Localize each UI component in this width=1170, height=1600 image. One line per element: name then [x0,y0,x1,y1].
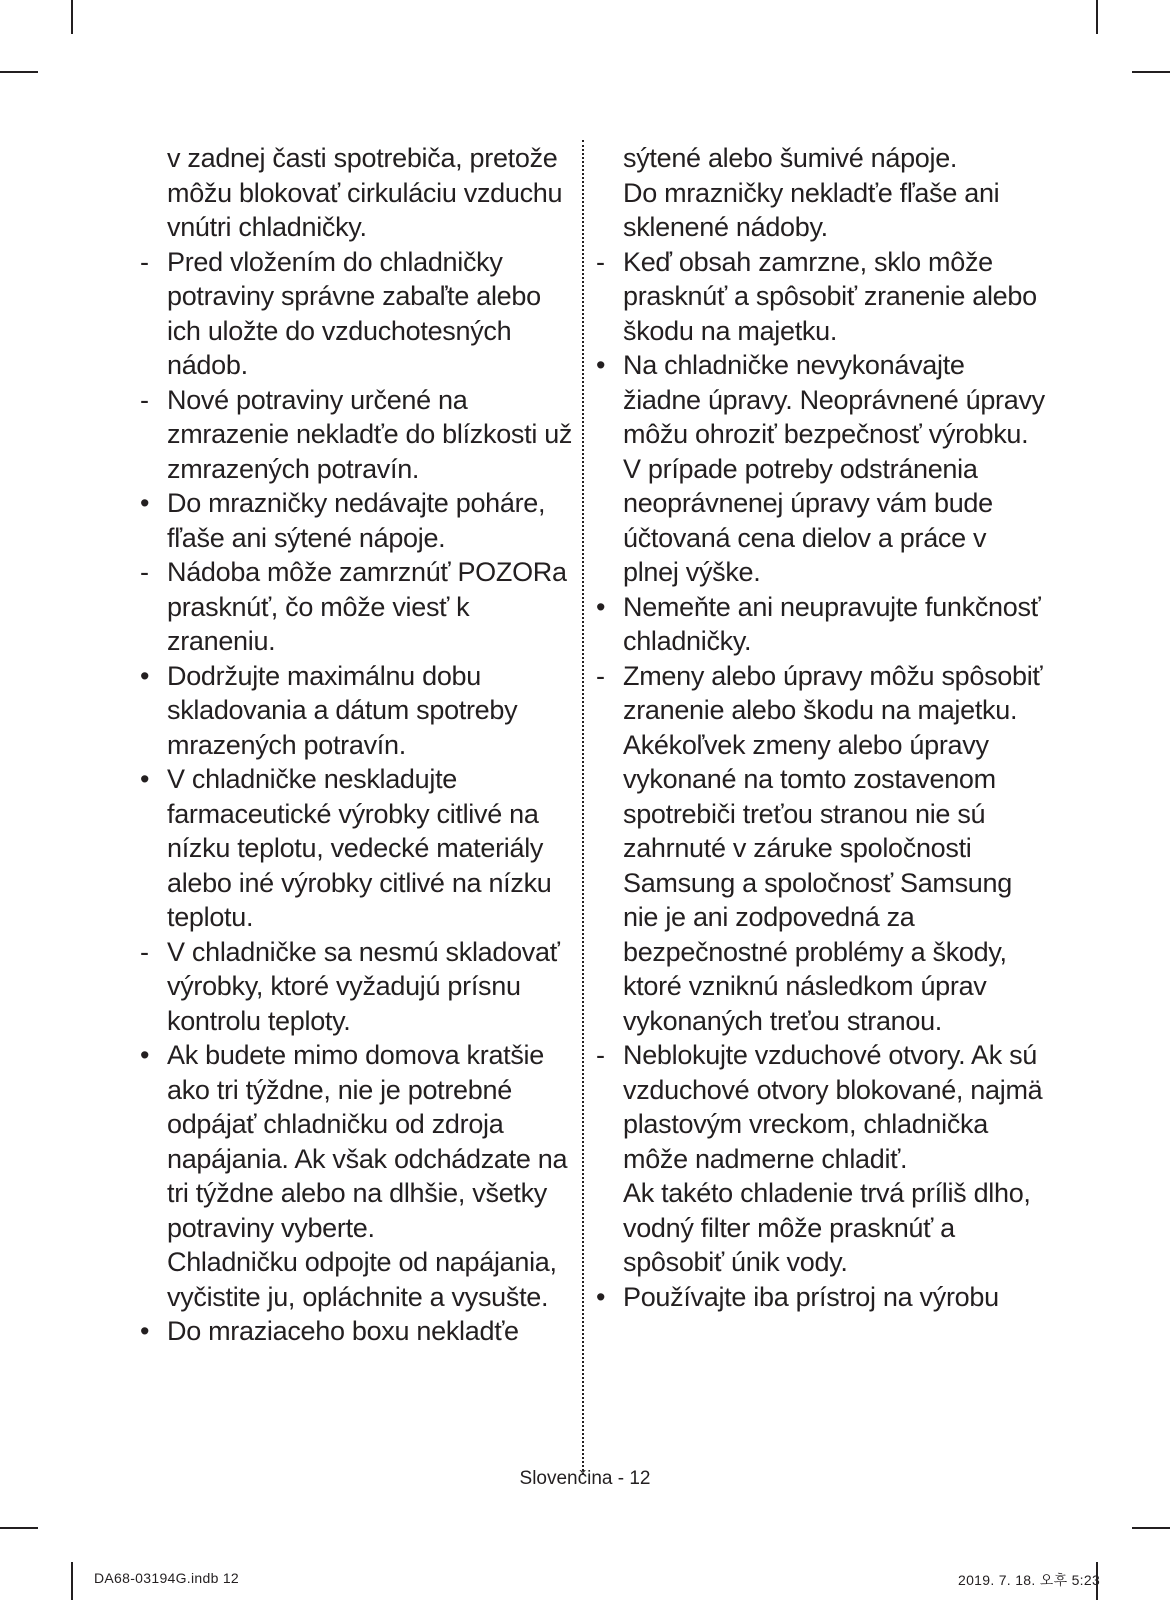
crop-mark [0,71,38,73]
bullet-marker: • [140,1316,150,1346]
item-text: V chladničke neskladujte farmaceutické výrobky citlivé na nízku teplotu, vedecké materiály alebo iné výrobky citlivé na nízku teplotu. [167,764,552,932]
bullet-item [140,1038,580,1245]
bullet-marker: • [140,660,150,691]
page-number: Slovenčina - 12 [519,1468,651,1489]
item-text: Nádoba môže zamrznúť POZORa prasknúť, čo môže viesť k zraneniu. [167,557,567,656]
paragraph [140,141,580,245]
bullet-item [140,762,580,935]
item-text: Ak budete mimo domova kratšie ako tri týždne, nie je potrebné odpájať chladničku od zdroja napájania. Ak však odchádzate na tri týždne alebo na dlhšie, všetky potraviny vyberte. [167,1040,568,1243]
bullet-item [596,348,1046,590]
dash-marker: - [596,246,605,277]
print-slug-datetime: 2019. 7. 18. 오후 5:23 [958,1572,1101,1588]
paragraph [140,1245,580,1314]
paragraph [596,141,1046,176]
item-text: Pred vložením do chladničky potraviny správne zabaľte alebo ich uložte do vzduchotesných nádob. [167,246,541,380]
dash-item [596,659,1046,728]
dash-item [140,383,580,487]
right-column [596,141,1046,1314]
dash-marker: - [140,246,149,277]
paragraph [596,1176,1046,1280]
item-text: Chladničku odpojte od napájania, vyčistite ju, opláchnite a vysušte. [167,1247,557,1312]
crop-mark [71,1562,73,1600]
item-text: Nemeňte ani neupravujte funkčnosť chladničky. [623,591,1041,656]
bullet-marker: • [596,591,606,622]
dash-marker: - [140,557,149,587]
bullet-marker: • [140,764,150,794]
dash-item [596,1038,1046,1176]
item-text: Do mrazničky nekladťe fľaše ani sklenené nádoby. [623,177,1000,242]
dash-item [140,555,580,659]
item-text: sýtené alebo šumivé nápoje. [623,143,958,173]
crop-mark [71,0,73,34]
item-text: Neblokujte vzduchové otvory. Ak sú vzduchové otvory blokované, najmä plastovým vreckom, chladnička môže nadmerne chladiť. [623,1040,1043,1174]
item-text: Zmeny alebo úpravy môžu spôsobiť zranenie alebo škodu na majetku. [623,660,1043,725]
bullet-marker: • [596,350,606,380]
bullet-item [140,659,580,763]
paragraph [596,728,1046,1039]
dash-item [596,245,1046,349]
paragraph [596,176,1046,245]
item-text: v zadnej časti spotrebiča, pretože môžu blokovať cirkuláciu vzduchu vnútri chladničky. [167,143,563,242]
crop-mark [1132,71,1170,73]
bullet-marker: • [140,1040,150,1070]
dash-item [140,935,580,1039]
item-text: Keď obsah zamrzne, sklo môže prasknúť a spôsobiť zranenie alebo škodu na majetku. [623,246,1037,346]
dash-marker: - [596,660,605,691]
column-divider [582,140,584,1475]
item-text: Do mrazničky nedávajte poháre, fľaše ani sýtené nápoje. [167,488,546,553]
crop-mark [0,1527,38,1529]
item-text: Dodržujte maximálnu dobu skladovania a dátum spotreby mrazených potravín. [167,660,518,760]
dash-item [140,245,580,383]
bullet-item [140,1314,580,1349]
crop-mark [1096,0,1098,34]
item-text: Na chladničke nevykonávajte žiadne úpravy. Neoprávnené úpravy môžu ohroziť bezpečnosť výrobku. V prípade potreby odstránenia neoprávnenej úpravy vám bude účtovaná cena dielov a práce v plnej výške. [623,350,1045,587]
item-text: V chladničke sa nesmú skladovať výrobky, ktoré vyžadujú prísnu kontrolu teploty. [167,936,560,1036]
item-text: Do mraziaceho boxu nekladťe [167,1316,519,1346]
bullet-item [596,590,1046,659]
item-text: Používajte iba prístroj na výrobu [623,1281,999,1312]
print-slug-file: DA68-03194G.indb 12 [94,1570,240,1586]
item-text: Ak takéto chladenie trvá príliš dlho, vodný filter môže prasknúť a spôsobiť únik vody. [623,1178,1031,1277]
dash-marker: - [140,384,149,415]
bullet-marker: • [596,1281,606,1312]
bullet-marker: • [140,488,150,518]
crop-mark [1132,1527,1170,1529]
bullet-item [140,486,580,555]
dash-marker: - [596,1040,605,1070]
dash-marker: - [140,936,149,967]
left-column [140,141,580,1349]
item-text: Nové potraviny určené na zmrazenie nekladťe do blízkosti už zmrazených potravín. [167,384,573,484]
item-text: Akékoľvek zmeny alebo úpravy vykonané na tomto zostavenom spotrebiči treťou stranou nie sú zahrnuté v záruke spoločnosti Samsung a spoločnosť Samsung nie je ani zodpovedná za bezpečnostné problémy a škody, ktoré vzniknú následkom úprav vykonaných treťou stranou. [623,729,1012,1036]
bullet-item [596,1280,1046,1315]
